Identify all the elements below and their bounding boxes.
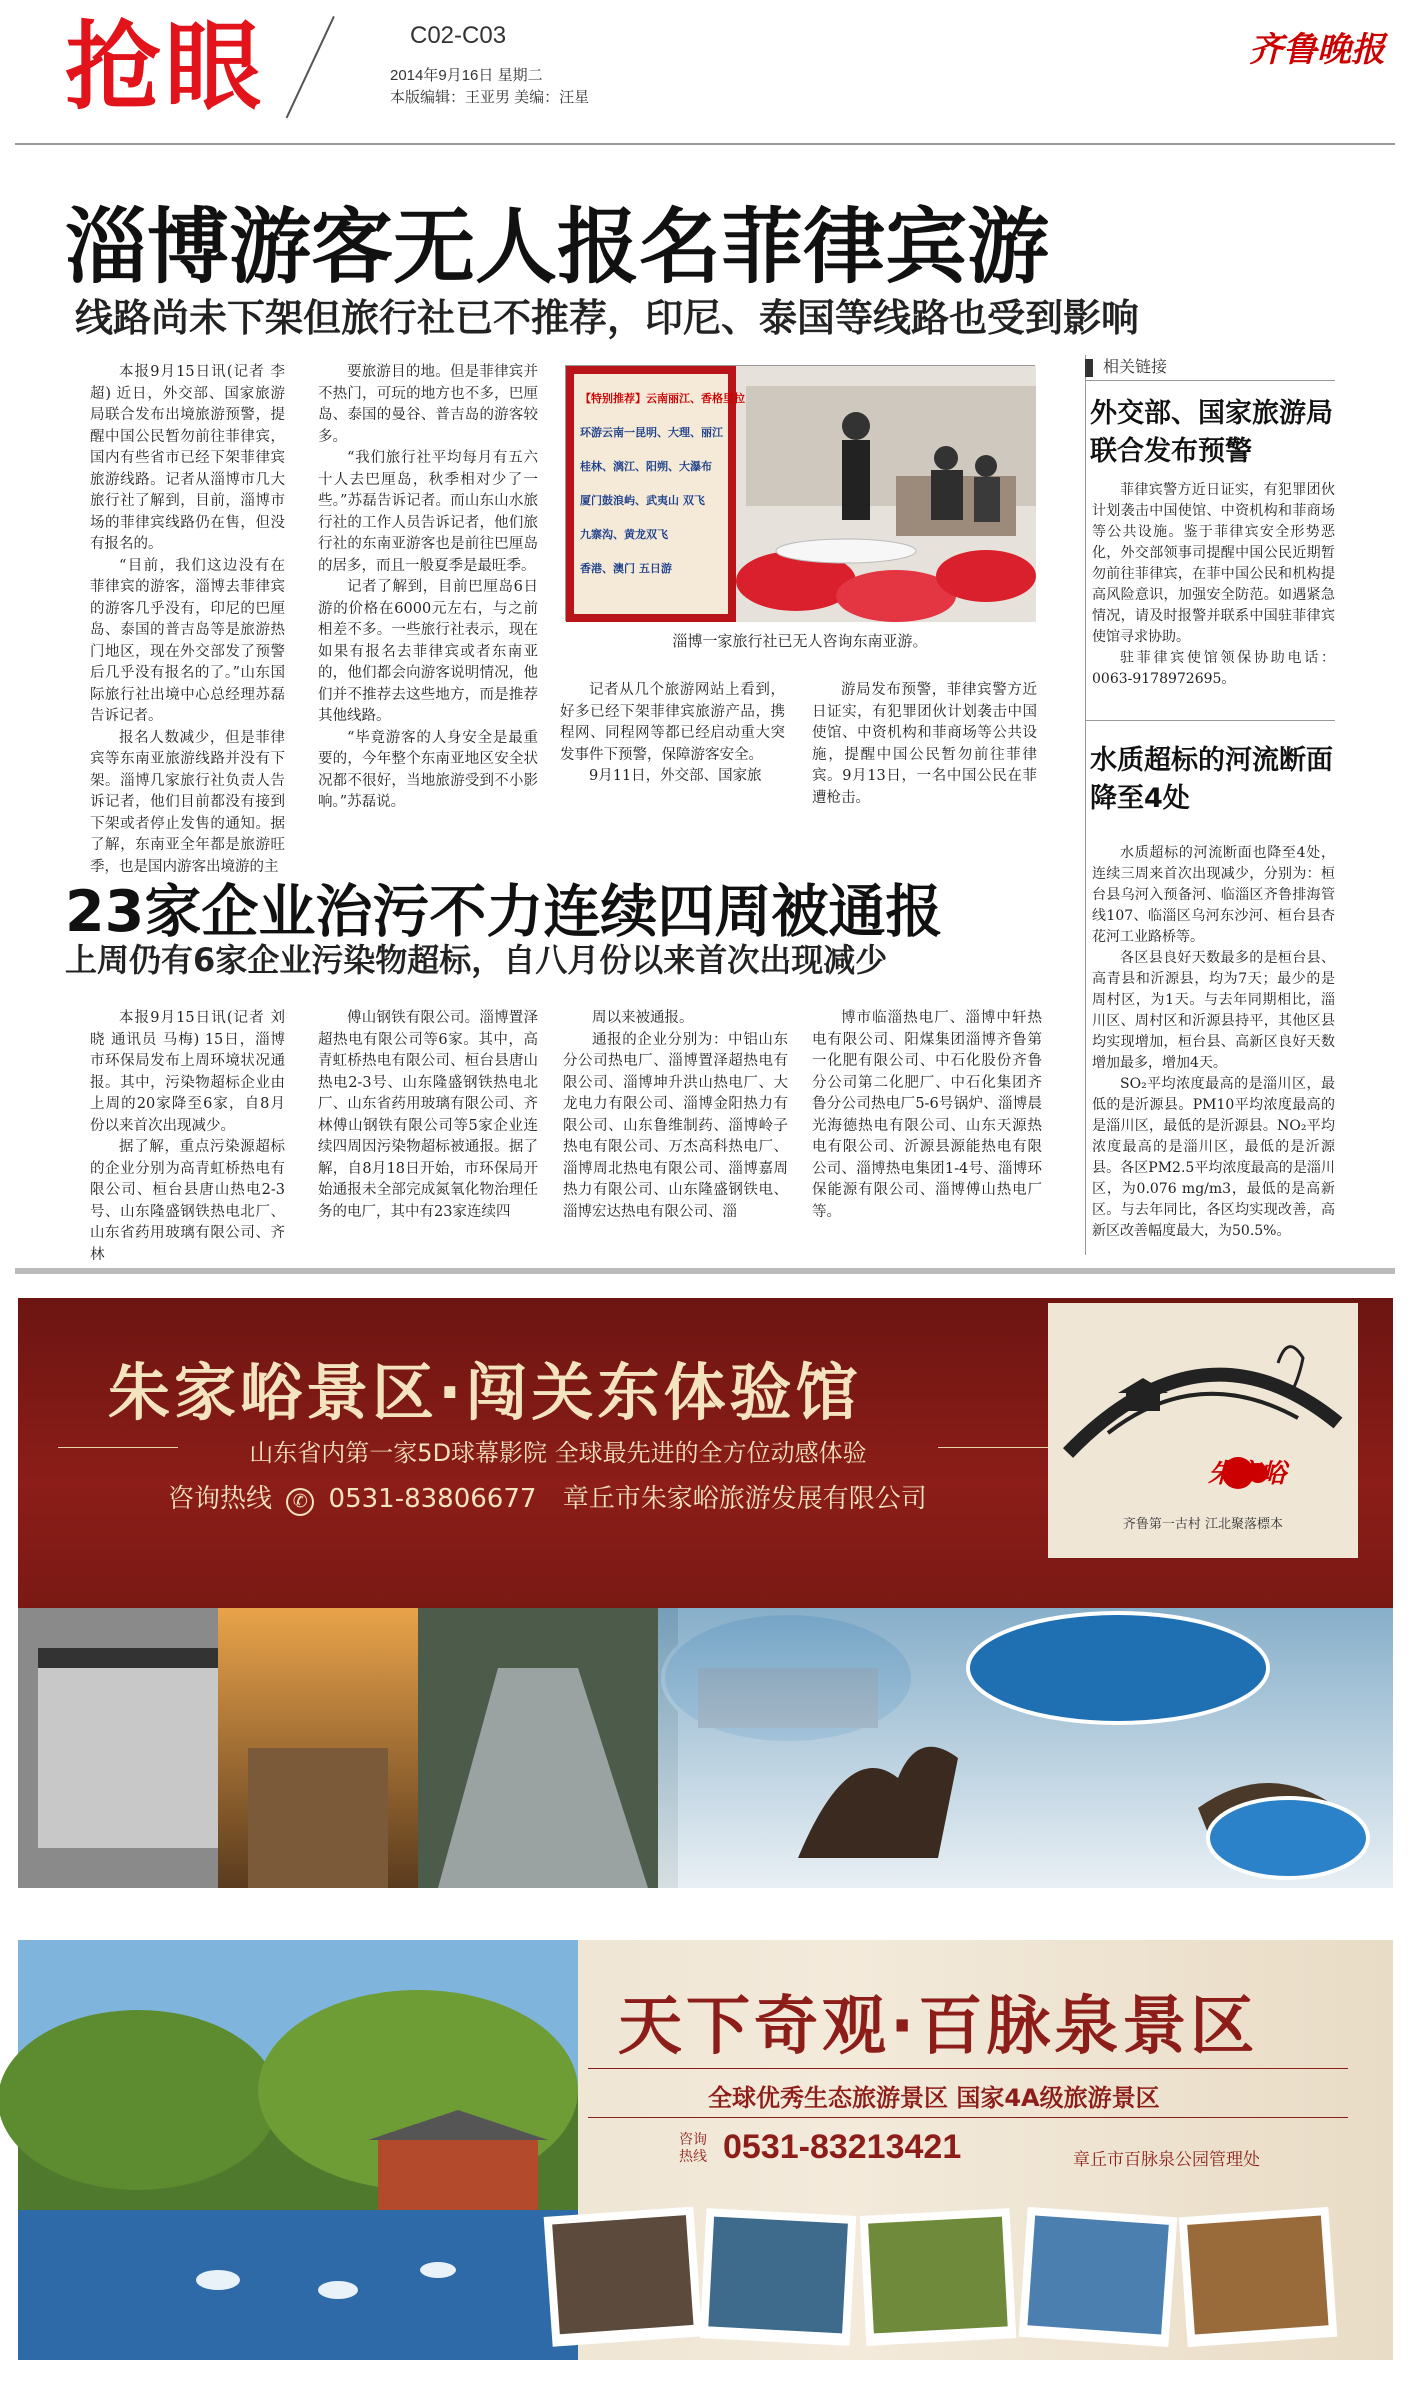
paragraph: 驻菲律宾使馆领保协助电话：0063-9178972695。 [1092,650,1335,687]
paragraph: 记者了解到，目前巴厘岛6日游的价格在6000元左右，与之前相差不多。一些旅行社表示，现在如果有报名去菲律宾或者东南亚的，他们都会向游客说明情况，他们并不推荐去这些地方，而是推荐其他线路。 [318,579,538,724]
sidebar-item1-body [1092,480,1335,710]
ad1-hotline-number: 0531-83806677 [328,1484,537,1514]
paragraph: 9月11日，外交部、国家旅 [589,768,762,784]
logo-name: 朱家峪 [1208,1459,1287,1489]
paragraph: 通报的企业分别为：中铝山东分公司热电厂、淄博置泽超热电有限公司、淄博坤升洪山热电厂、大龙电力有限公司、淄博金阳热力有限公司、山东鲁维制药、淄博岭子热电有限公司、万杰高科热电厂、淄博周北热电有限公司、淄博嘉周热力有限公司、山东隆盛钢铁电、淄博宏达热电有限公司、淄 [563,1031,788,1220]
sidebar-item2-body [1092,843,1335,1263]
story2-subhead: 上周仍有6家企业污染物超标，自八月份以来首次出现减少 [65,941,888,979]
story2-column-1 [90,1008,285,1263]
ad2-subtitle: 全球优秀生态旅游景区 国家4A级旅游景区 [708,2084,1160,2112]
sign-line: 环游云南一昆明、大理、丽江 [580,426,723,439]
story1-column-4 [812,680,1037,830]
ad1-banner [18,1298,1393,1608]
masthead [15,10,1395,145]
sign-line: 香港、澳门 五日游 [580,562,672,575]
story1-column-2 [318,362,538,822]
paragraph: 游局发布预警，菲律宾警方近日证实，有犯罪团伙计划袭击中国使馆、中资机构和菲商场等公共设施，提醒中国公民暂勿前往菲律宾。9月13日，一名中国公民在菲遭枪击。 [812,682,1037,806]
spring-park-image [18,1940,578,2360]
ad1-photo-collage [18,1608,1393,1888]
paragraph: 水质超标的河流断面也降至4处，连续三周来首次出现减少，分别为：桓台县乌河入预备河、临淄区齐鲁排海管线107、临淄区乌河东沙河、桓台县杏花河工业路桥等。 [1092,845,1335,945]
page-code: C02-C03 [410,22,507,49]
story2-headline: 23家企业治污不力连续四周被通报 [65,879,943,945]
paragraph: 博市临淄热电厂、淄博中轩热电有限公司、阳煤集团淄博齐鲁第一化肥有限公司、中石化股份齐鲁分公司第二化肥厂、中石化集团齐鲁分公司热电厂5-6号锅炉、淄博晨光海德热电有限公司、山东天源热电有限公司、沂源县源能热电有限公司、淄博热电集团1-4号、淄博环保能源有限公司、淄博傅山热电厂等。 [812,1010,1042,1220]
paragraph: “目前，我们这边没有在菲律宾的游客，淄博去菲律宾的游客几乎没有，印尼的巴厘岛、泰国的普吉岛等是旅游热门地区，现在外交部发了预警后几乎没有报名的了。”山东国际旅行社出境中心总经理苏磊告诉记者。 [90,557,285,724]
story2-column-2 [318,1008,538,1248]
ad1-subtitle: 山东省内第一家5D球幕影院 全球最先进的全方位动感体验 [58,1433,1058,1468]
sidebar-rule [1085,720,1335,721]
sidebar-divider [1085,355,1086,1255]
zhujiayu-logo [1048,1303,1358,1558]
ad2-photo-strip [538,2202,1358,2352]
paragraph: 本报9月15日讯(记者 刘晓 通讯员 马梅) 15日，淄博市环保局发布上周环境状况通报。其中，污染物超标企业由上周的20家降至6家，自8月份以来首次出现减少。 [90,1010,285,1134]
phone-icon: ✆ [286,1488,314,1516]
sign-line: 九寨沟、黄龙双飞 [580,528,668,541]
baimaiquan-advertisement [18,1940,1393,2360]
logo-tagline: 齐鲁第一古村 江北聚落標本 [1122,1517,1284,1532]
photo-caption: 淄博一家旅行社已无人咨询东南亚游。 [672,633,928,650]
story1-headline: 淄博游客无人报名菲律宾游 [65,200,1050,295]
newspaper-name: 齐鲁晚报 [1249,30,1385,70]
ad2-hotline-label: 咨询热线 [679,2132,707,2165]
editor-credits: 本版编辑：王亚男 美编：汪星 [390,89,590,106]
story2-column-3 [563,1008,788,1248]
ad1-hotline-label: 咨询热线 [168,1484,273,1514]
ad2-organization: 章丘市百脉泉公园管理处 [1073,2150,1260,2170]
paragraph: 本报9月15日讯(记者 李超) 近日，外交部、国家旅游局联合发布出境旅游预警，提醒中国公民暂勿前往菲律宾，国内有些省市已经下架菲律宾旅游线路。记者从淄博市几大旅行社了解到，目前，淄博市场的菲律宾线路仍在售，但没有报名的。 [90,364,285,552]
ad1-title: 朱家峪景区·闯关东体验馆 [108,1356,862,1429]
related-links-tab: 相关链接 [1085,355,1335,381]
paragraph: 据了解，重点污染源超标的企业分别为高青虹桥热电有限公司、桓台县唐山热电2-3号、山东隆盛钢铁热电北厂、山东省药用玻璃有限公司、齐林 [90,1139,285,1263]
ad1-hotline [168,1478,927,1516]
paragraph: 菲律宾警方近日证实，有犯罪团伙计划袭击中国使馆、中资机构和菲商场等公共设施。鉴于菲律宾安全形势恶化，外交部领事司提醒中国公民近期暂勿前往菲律宾，在菲中国公民和机构提高风险意识，加强安全防范。如遇紧急情况，请及时报警并联系中国驻菲律宾使馆寻求协助。 [1092,482,1335,645]
ad2-hotline-number: 0531-83213421 [723,2128,962,2166]
paragraph: 周以来被通报。 [592,1010,694,1026]
sign-line: 厦门鼓浪屿、武夷山 双飞 [580,494,705,507]
zhujiayu-advertisement [18,1298,1393,1888]
paragraph: 要旅游目的地。但是菲律宾并不热门，可玩的地方也不多，巴厘岛、泰国的曼谷、普吉岛的游客较多。 [318,364,538,445]
ad2-title: 天下奇观·百脉泉景区 [618,1990,1259,2064]
story1-column-3 [560,680,785,830]
travel-agency-photo [565,365,1035,621]
sign-line: 桂林、漓江、阳朔、大瀑布 [580,460,712,473]
paragraph: “我们旅行社平均每月有五六十人去巴厘岛，秋季相对少了一些。”苏磊告诉记者。而山东山水旅行社的工作人员告诉记者，他们旅行社的东南亚游客也是前往巴厘岛的居多，而且一般夏季是最旺季。 [318,450,538,574]
story1-subhead: 线路尚未下架但旅行社已不推荐，印尼、泰国等线路也受到影响 [75,296,1140,340]
header-divider [286,16,335,118]
sidebar-item2-title: 水质超标的河流断面降至4处 [1090,745,1333,814]
collage-image [18,1608,1393,1888]
story2-column-4 [812,1008,1042,1248]
paragraph: 傅山钢铁有限公司。淄博置泽超热电有限公司等6家。其中，高青虹桥热电有限公司、桓台县唐山热电2-3号、山东隆盛钢铁热电北厂、山东省药用玻璃有限公司、齐林傅山钢铁有限公司等5家企业连续四周因污染物超标被通报。据了解，自8月18日开始，市环保局开始通报未全部完成氮氧化物治理任务的电厂，其中有23家连续四 [318,1010,538,1220]
paragraph: SO₂平均浓度最高的是淄川区，最低的是沂源县。PM10平均浓度最高的是淄川区，最低的是沂源县。NO₂平均浓度最高的是淄川区，最低的是沂源县。各区PM2.5平均浓度最高的是淄川区，为0.076 mg/m3，最低的是高新区。与去年同比，各区均实现改善，高新区改善幅度最大，为50.5%。 [1092,1076,1335,1239]
paragraph: 报名人数减少，但是菲律宾等东南亚旅游线路并没有下架。淄博几家旅行社负责人告诉记者，他们目前都没有接到下架或者停止发售的通知。据了解，东南亚全年都是旅游旺季，也是国内游客出境游的主 [90,729,285,875]
paragraph: 各区县良好天数最多的是桓台县、高青县和沂源县，均为7天；最少的是周村区，为1天。与去年同期相比，淄川区、周村区和沂源县持平，其他区县均实现增加，桓台县、高新区良好天数增加最多，增加4天。 [1092,950,1335,1071]
paragraph: 记者从几个旅游网站上看到，好多已经下架菲律宾旅游产品，携程网、同程网等都已经启动重大突发事件下预警，保障游客安全。 [560,682,785,763]
photo-image [566,366,1036,622]
section-title: 抢眼 [65,11,265,123]
sign-line: 【特别推荐】云南丽江、香格里拉 [580,392,745,405]
sidebar-item1-title: 外交部、国家旅游局联合发布预警 [1090,398,1333,467]
issue-date: 2014年9月16日 星期二 [390,67,543,84]
ad1-company: 章丘市朱家峪旅游发展有限公司 [562,1484,927,1514]
section-rule [15,1268,1395,1274]
story1-column-1 [90,362,285,875]
paragraph: “毕竟游客的人身安全是最重要的，今年整个东南亚地区安全状况都不很好，当地旅游受到不小影响。”苏磊说。 [318,729,538,810]
